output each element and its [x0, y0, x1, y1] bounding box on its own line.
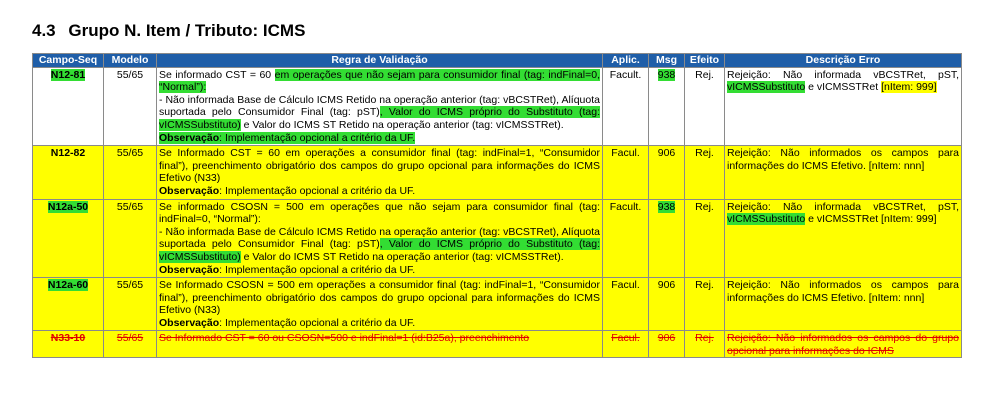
validation-table	[32, 53, 962, 358]
row-efeito: Rej.	[685, 146, 725, 199]
row-code: N12a-50	[47, 200, 89, 213]
row-model: 55/65	[104, 67, 157, 146]
row-msg: 938	[657, 68, 676, 81]
row-aplic: Facul.	[603, 278, 649, 331]
row-rule: Se informado CSOSN = 500 em operações que não sejam para consumidor final (tag: indFinal=0, “Normal”): - Não informada Base de Cálculo ICMS Retido na operação anterior (tag: vBCSTRet), Alíquota suportada pelo Consumidor Final (tag: pST), Valor do ICMS próprio do Substituto (tag: vICMSSubstituto) e Valor do ICMS ST Retido na operação anterior (tag: vICMSSTRet). Observação: Implementação opcional a critério da UF.	[157, 199, 603, 278]
col-efeito: Efeito	[685, 54, 725, 68]
row-aplic: Facult.	[603, 67, 649, 146]
row-rule: Se Informado CSOSN = 500 em operações a consumidor final (tag: indFinal=1, “Consumidor final”), preenchimento obrigatório dos campos do grupo opcional para informações do ICMS Efetivo (N33) Observação: Implementação opcional a critério da UF.	[157, 278, 603, 331]
row-msg: 906	[649, 146, 685, 199]
row-model: 55/65	[116, 332, 144, 345]
row-model: 55/65	[104, 146, 157, 199]
table-row	[33, 199, 962, 278]
row-efeito: Rej.	[685, 199, 725, 278]
row-desc: Rejeição: Não informados os campos para informações do ICMS Efetivo. [nItem: nnn]	[725, 146, 962, 199]
section-title: Grupo N. Item / Tributo: ICMS	[68, 21, 306, 40]
row-rule: Se Informado CST = 60 ou CSOSN=500 e indFinal=1 (id:B25a), preenchimento	[159, 332, 530, 345]
row-desc: Rejeição: Não informada vBCSTRet, pST, vICMSSubstituto e vICMSSTRet [nItem: 999]	[725, 199, 962, 278]
row-desc: Rejeição: Não informados os campos para informações do ICMS Efetivo. [nItem: nnn]	[725, 278, 962, 331]
row-aplic: Facul.	[611, 332, 640, 345]
table-row	[33, 331, 962, 358]
row-msg: 906	[657, 332, 676, 345]
row-aplic: Facul.	[603, 146, 649, 199]
table-header-row	[33, 54, 962, 68]
col-modelo: Modelo	[104, 54, 157, 68]
row-efeito: Rej.	[695, 332, 714, 345]
row-desc: Rejeição: Não informados os campos do grupo opcional para informações do ICMS	[727, 332, 959, 357]
row-model: 55/65	[104, 199, 157, 278]
col-campo-seq: Campo-Seq	[33, 54, 104, 68]
col-aplic: Aplic.	[603, 54, 649, 68]
section-heading	[32, 21, 305, 41]
section-number: 4.3	[32, 21, 56, 40]
row-desc: Rejeição: Não informada vBCSTRet, pST, vICMSSubstituto e vICMSSTRet [nItem: 999]	[725, 67, 962, 146]
table-row	[33, 146, 962, 199]
row-aplic: Facult.	[603, 199, 649, 278]
row-efeito: Rej.	[685, 67, 725, 146]
row-model: 55/65	[104, 278, 157, 331]
row-rule: Se Informado CST = 60 em operações a consumidor final (tag: indFinal=1, “Consumidor final”), preenchimento obrigatório dos campos do grupo opcional para informações do ICMS Efetivo (N33) Observação: Implementação opcional a critério da UF.	[157, 146, 603, 199]
table-row	[33, 67, 962, 146]
row-code: N12-81	[50, 68, 86, 81]
row-efeito: Rej.	[685, 278, 725, 331]
row-code: N12a-60	[47, 279, 89, 292]
row-rule: Se informado CST = 60 em operações que não sejam para consumidor final (tag: indFinal=0, “Normal”): - Não informada Base de Cálculo ICMS Retido na operação anterior (tag: vBCSTRet), Alíquota suportada pelo Consumidor Final (tag: pST), Valor do ICMS próprio do Substituto (tag: vICMSSubstituto) e Valor do ICMS ST Retido na operação anterior (tag: vICMSSTRet). Observação: Implementação opcional a critério da UF.	[157, 67, 603, 146]
row-code: N33-10	[50, 332, 86, 345]
row-msg: 906	[649, 278, 685, 331]
col-descricao: Descrição Erro	[725, 54, 962, 68]
table-row	[33, 278, 962, 331]
col-regra: Regra de Validação	[157, 54, 603, 68]
row-code: N12-82	[33, 146, 104, 199]
row-msg: 938	[657, 200, 676, 213]
col-msg: Msg	[649, 54, 685, 68]
